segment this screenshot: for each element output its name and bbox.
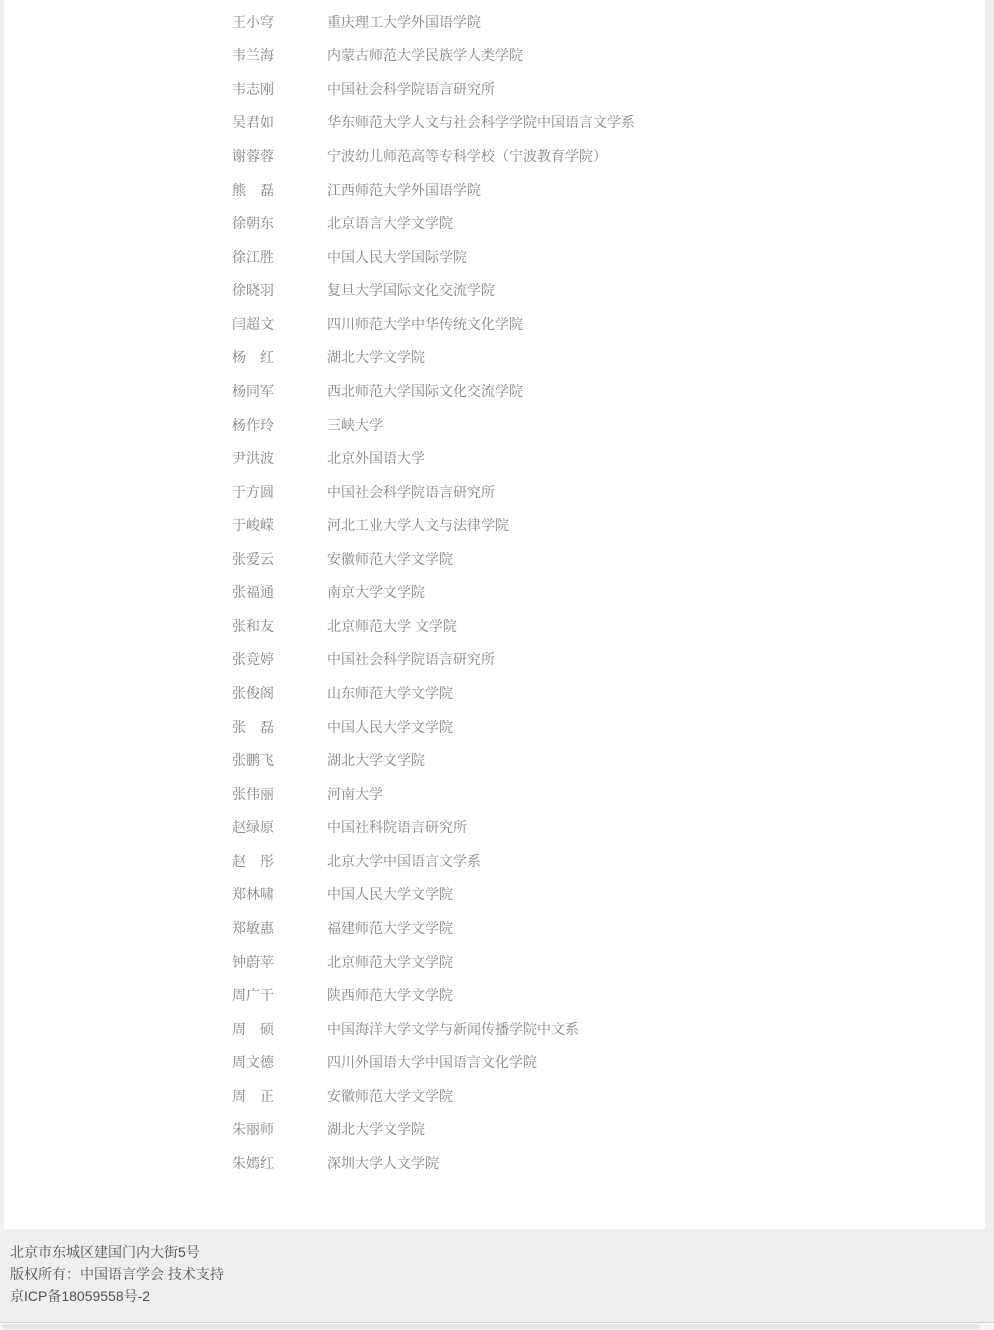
member-organization: 湖北大学文学院 [327, 1121, 425, 1138]
member-name: 杨同军 [232, 382, 274, 399]
member-name: 谢蓉蓉 [232, 148, 274, 165]
list-item [4, 811, 985, 845]
member-organization: 中国人民大学国际学院 [327, 248, 467, 265]
member-name: 赵 彤 [232, 852, 274, 869]
list-item [4, 542, 985, 576]
member-organization: 中国社会科学院语言研究所 [327, 651, 495, 668]
member-list [4, 0, 985, 1180]
list-item [4, 274, 985, 308]
footer-icp-number: 京ICP备18059558号-2 [10, 1288, 151, 1304]
list-item [4, 72, 985, 106]
member-organization: 北京师范大学文学院 [327, 953, 453, 970]
member-name: 徐朝东 [232, 215, 274, 232]
list-item [4, 374, 985, 408]
member-organization: 中国社科院语言研究所 [327, 819, 467, 836]
list-item [4, 341, 985, 375]
footer-address: 北京市东城区建国门内大街5号 [10, 1244, 200, 1260]
member-organization: 重庆理工大学外国语学院 [327, 13, 481, 30]
member-name: 郑林啸 [232, 886, 274, 903]
list-item [4, 1146, 985, 1180]
member-name: 闫超文 [232, 315, 274, 332]
member-organization: 陕西师范大学文学院 [327, 987, 453, 1004]
member-organization: 北京语言大学文学院 [327, 215, 453, 232]
member-name: 张伟丽 [232, 785, 274, 802]
member-organization: 安徽师范大学文学院 [327, 550, 453, 567]
list-item [4, 576, 985, 610]
member-name: 尹洪波 [232, 450, 274, 467]
member-name: 于方圆 [232, 483, 274, 500]
member-organization: 河北工业大学人文与法律学院 [327, 517, 509, 534]
member-organization: 北京外国语大学 [327, 450, 425, 467]
list-item [4, 710, 985, 744]
list-item [4, 173, 985, 207]
list-item [4, 408, 985, 442]
list-item [4, 643, 985, 677]
member-name: 张福通 [232, 584, 274, 601]
member-name: 韦兰海 [232, 47, 274, 64]
member-organization: 华东师范大学人文与社会科学学院中国语言文学系 [327, 114, 635, 131]
member-name: 张鹏飞 [232, 752, 274, 769]
member-organization: 北京大学中国语言文学系 [327, 852, 481, 869]
member-name: 于峻嵘 [232, 517, 274, 534]
member-name: 王小穹 [232, 13, 274, 30]
member-organization: 中国社会科学院语言研究所 [327, 483, 495, 500]
list-item [4, 139, 985, 173]
list-item [4, 1045, 985, 1079]
horizontal-scrollbar[interactable] [0, 1322, 994, 1330]
member-name: 郑敏惠 [232, 919, 274, 936]
member-name: 韦志刚 [232, 80, 274, 97]
list-item [4, 441, 985, 475]
list-item [4, 39, 985, 73]
member-organization: 湖北大学文学院 [327, 752, 425, 769]
list-item [4, 508, 985, 542]
member-organization: 中国海洋大学文学与新闻传播学院中文系 [327, 1020, 579, 1037]
member-organization: 四川师范大学中华传统文化学院 [327, 315, 523, 332]
member-name: 朱丽师 [232, 1121, 274, 1138]
list-item [4, 878, 985, 912]
member-name: 张和友 [232, 617, 274, 634]
list-item [4, 777, 985, 811]
member-organization: 中国社会科学院语言研究所 [327, 80, 495, 97]
member-name: 杨 红 [232, 349, 274, 366]
footer-copyright: 版权所有：中国语言学会 技术支持 [10, 1266, 224, 1282]
member-organization: 中国人民大学文学院 [327, 718, 453, 735]
member-organization: 南京大学文学院 [327, 584, 425, 601]
member-name: 张爱云 [232, 550, 274, 567]
member-name: 徐江胜 [232, 248, 274, 265]
member-name: 张俊阁 [232, 685, 274, 702]
list-item [4, 307, 985, 341]
member-name: 周 正 [232, 1087, 274, 1104]
page-content [4, 0, 985, 1229]
member-organization: 安徽师范大学文学院 [327, 1087, 453, 1104]
member-organization: 江西师范大学外国语学院 [327, 181, 481, 198]
member-organization: 西北师范大学国际文化交流学院 [327, 382, 523, 399]
member-name: 熊 磊 [232, 181, 274, 198]
list-item [4, 978, 985, 1012]
member-organization: 中国人民大学文学院 [327, 886, 453, 903]
list-item [4, 1079, 985, 1113]
member-name: 吴君如 [232, 114, 274, 131]
member-organization: 三峡大学 [327, 416, 383, 433]
member-name: 张竞婷 [232, 651, 274, 668]
list-item [4, 743, 985, 777]
member-organization: 宁波幼儿师范高等专科学校（宁波教育学院） [327, 148, 607, 165]
member-name: 钟蔚苹 [232, 953, 274, 970]
list-item [4, 1012, 985, 1046]
list-item [4, 5, 985, 39]
member-organization: 山东师范大学文学院 [327, 685, 453, 702]
member-organization: 内蒙古师范大学民族学人类学院 [327, 47, 523, 64]
list-item [4, 844, 985, 878]
list-item [4, 106, 985, 140]
list-item [4, 240, 985, 274]
member-name: 张 磊 [232, 718, 274, 735]
member-name: 周广干 [232, 987, 274, 1004]
page-footer [0, 1229, 994, 1322]
list-item [4, 911, 985, 945]
member-name: 周 硕 [232, 1020, 274, 1037]
member-name: 周文德 [232, 1054, 274, 1071]
list-item [4, 206, 985, 240]
member-organization: 河南大学 [327, 785, 383, 802]
member-organization: 湖北大学文学院 [327, 349, 425, 366]
list-item [4, 676, 985, 710]
member-name: 徐晓羽 [232, 282, 274, 299]
member-organization: 深圳大学人文学院 [327, 1154, 439, 1171]
member-organization: 北京师范大学 文学院 [327, 617, 457, 634]
member-organization: 四川外国语大学中国语言文化学院 [327, 1054, 537, 1071]
member-organization: 福建师范大学文学院 [327, 919, 453, 936]
list-item [4, 1113, 985, 1147]
list-item [4, 475, 985, 509]
member-name: 杨作玲 [232, 416, 274, 433]
list-item [4, 609, 985, 643]
member-name: 朱嫣红 [232, 1154, 274, 1171]
list-item [4, 945, 985, 979]
member-organization: 复旦大学国际文化交流学院 [327, 282, 495, 299]
member-name: 赵绿原 [232, 819, 274, 836]
horizontal-scrollbar-thumb[interactable] [2, 1324, 980, 1329]
